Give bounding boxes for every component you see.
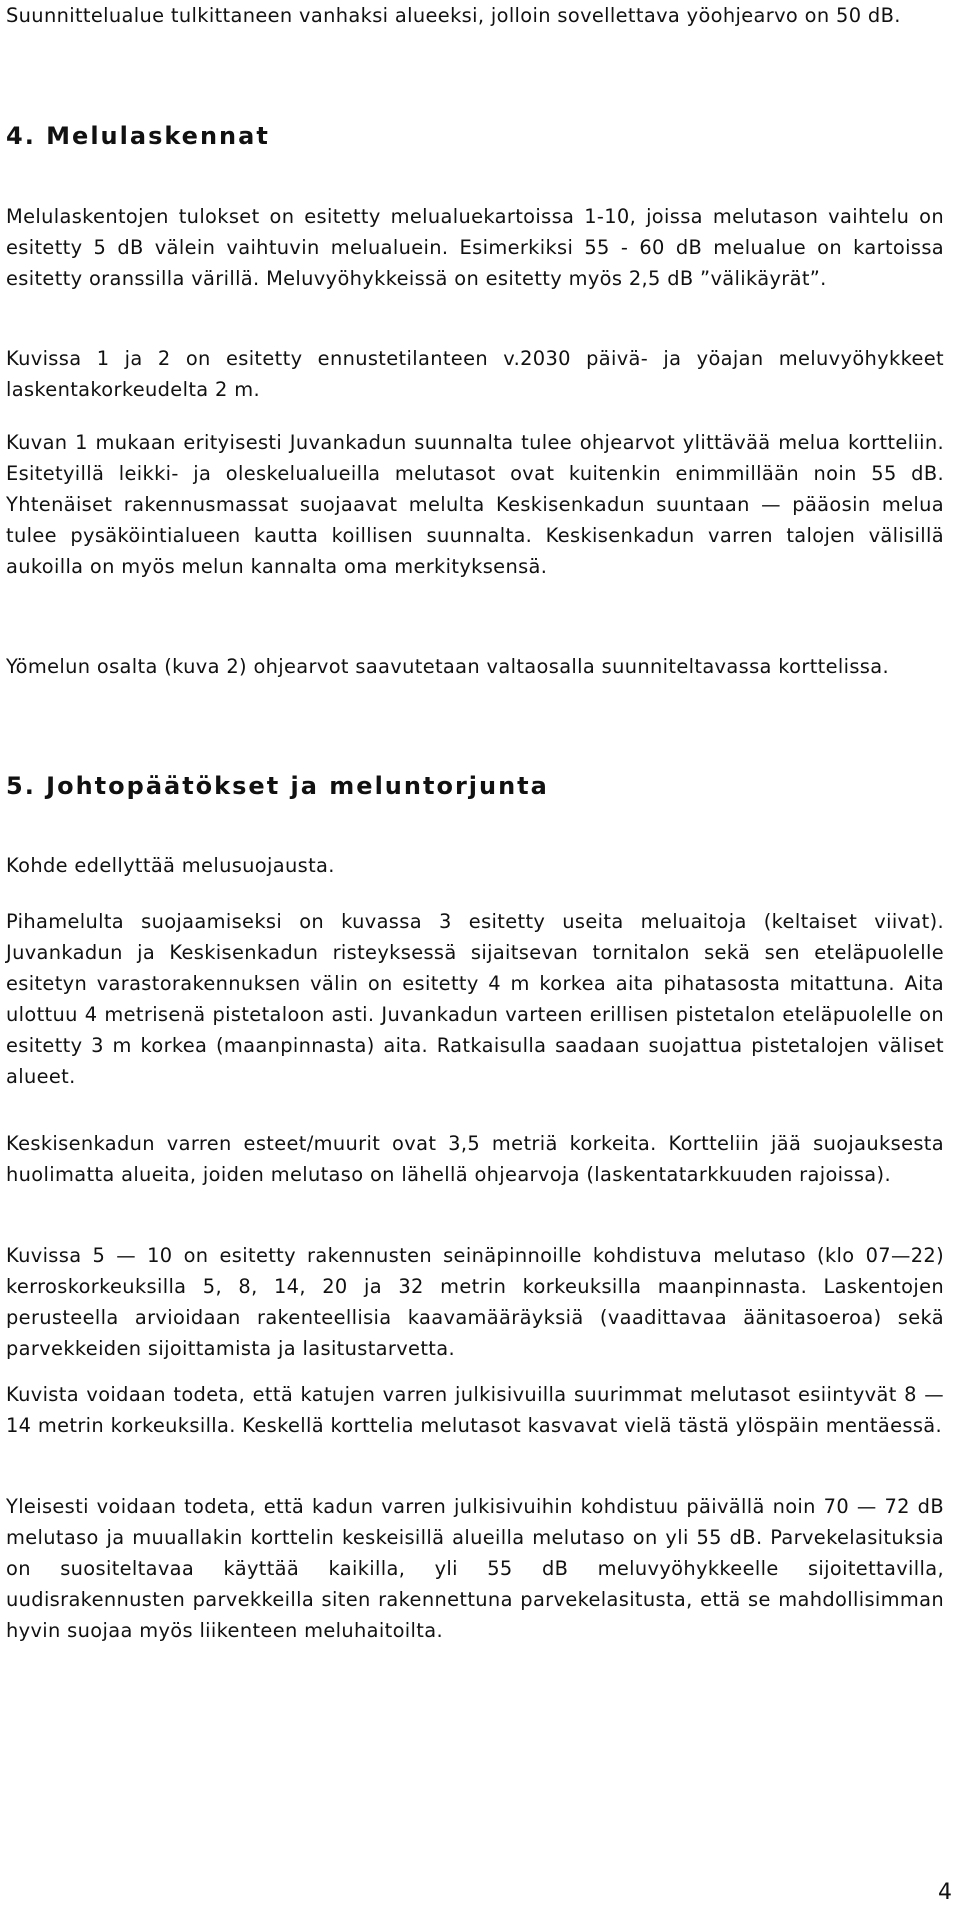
section5-paragraph-5: Kuvista voidaan todeta, että katujen varren julkisivuilla suurimmat melutasot esiintyvät 8 — 14 metrin korkeuksilla. Keskellä korttelia melutasot kasvavat vielä tästä ylöspäin mentäessä. [6,1383,944,1437]
section4-paragraph-2: Kuvissa 1 ja 2 on esitetty ennustetilanteen v.2030 päivä- ja yöajan meluvyöhykkeet laskentakorkeudelta 2 m. [6,347,944,401]
intro-paragraph: Suunnittelualue tulkittaneen vanhaksi alueeksi, jolloin sovellettava yöohjearvo on 50 dB. [6,4,901,27]
section5-paragraph-2: Pihamelulta suojaamiseksi on kuvassa 3 esitetty useita meluaitoja (keltaiset viivat). Juvankadun ja Keskisenkadun risteyksessä sijaitsevan tornitalon sekä sen eteläpuolelle esitetyn varastorakennuksen välin on esitetty 4 m korkea aita pihatasosta mitattuna. Aita ulottuu 4 metrisenä pistetaloon asti. Juvankadun varteen erillisen pistetalon eteläpuolelle on esitetty 3 m korkea (maanpinnasta) aita. Ratkaisulla saadaan suojattua pistetalojen väliset alueet. [6,910,944,1088]
page-number: 4 [938,1880,952,1905]
section4-paragraph-3: Kuvan 1 mukaan erityisesti Juvankadun suunnalta tulee ohjearvot ylittävää melua kortteliin. Esitetyillä leikki- ja oleskelualueilla melutasot ovat kuitenkin enimmillään noin 55 dB. Yhtenäiset rakennusmassat suojaavat melulta Keskisenkadun suuntaan — pääosin melua tulee pysäköintialueen kautta koillisen suunnalta. Keskisenkadun varren talojen välisillä aukoilla on myös melun kannalta oma merkityksensä. [6,431,944,578]
section5-paragraph-6: Yleisesti voidaan todeta, että kadun varren julkisivuihin kohdistuu päivällä noin 70 — 72 dB melutaso ja muuallakin korttelin keskeisillä alueilla melutaso on yli 55 dB. Parvekelasituksia on suositeltavaa käyttää kaikilla, yli 55 dB meluvyöhykkeelle sijoitettavilla, uudisrakennusten parvekkeilla siten rakennettuna parvekelasitusta, että se mahdollisimman hyvin suojaa myös liikenteen meluhaitoilta. [6,1495,944,1642]
section4-paragraph-4: Yömelun osalta (kuva 2) ohjearvot saavutetaan valtaosalla suunniteltavassa korttelissa. [6,655,890,678]
section4-paragraph-1: Melulaskentojen tulokset on esitetty melualuekartoissa 1-10, joissa melutason vaihtelu on esitetty 5 dB välein vaihtuvin melualuein. Esimerkiksi 55 - 60 dB melualue on kartoissa esitetty oranssilla värillä. Meluvyöhykkeissä on esitetty myös 2,5 dB ”välikäyrät”. [6,205,944,290]
section5-paragraph-4: Kuvissa 5 — 10 on esitetty rakennusten seinäpinnoille kohdistuva melutaso (klo 07—22) kerroskorkeuksilla 5, 8, 14, 20 ja 32 metrin korkeuksilla maanpinnasta. Laskentojen perusteella arvioidaan rakenteellisia kaavamääräyksiä (vaadittavaa äänitasoeroa) sekä parvekkeiden sijoittamista ja lasitustarvetta. [6,1244,944,1360]
section5-paragraph-3: Keskisenkadun varren esteet/muurit ovat 3,5 metriä korkeita. Kortteliin jää suojauksesta huolimatta alueita, joiden melutaso on lähellä ohjearvoja (laskentatarkkuuden rajoissa). [6,1132,944,1186]
section-heading-4: 4. Melulaskennat [6,122,270,150]
section-heading-5: 5. Johtopäätökset ja meluntorjunta [6,772,549,800]
section5-paragraph-1: Kohde edellyttää melusuojausta. [6,854,335,877]
